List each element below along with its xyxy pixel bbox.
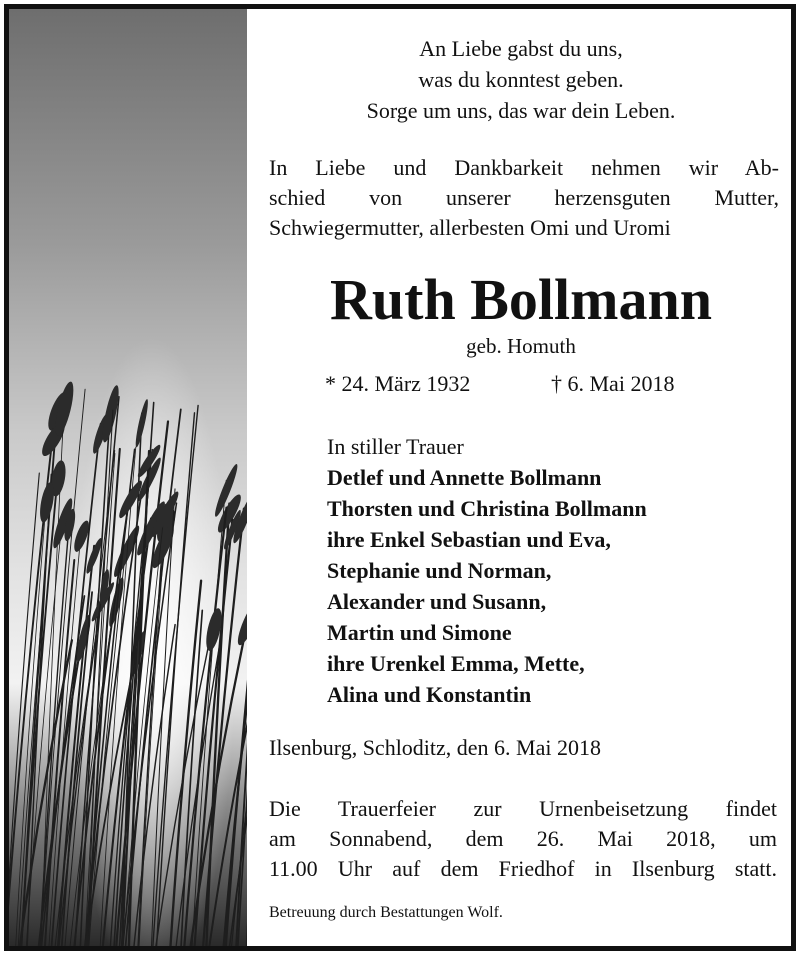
poem [261,33,781,126]
intro-line: Schwiegermutter, allerbesten Omi und Uromi [269,215,671,240]
mourner: ihre Urenkel Emma, Mette, [327,651,585,676]
intro-text [269,153,779,243]
mourners-list [327,431,777,710]
mourner: Thorsten und Christina Bollmann [327,496,647,521]
mourner: Stephanie und Norman, [327,558,552,583]
intro-line: In Liebe und Dankbarkeit nehmen wir Ab- [269,155,779,180]
poem-line: was du konntest geben. [418,67,624,92]
reeds-photo [9,9,247,946]
mourner: Martin und Simone [327,620,512,645]
reeds-image [9,9,247,946]
service-line: Die Trauerfeier zur Urnenbeisetzung findet [269,796,777,821]
service-line: am Sonnabend, dem 26. Mai 2018, um [269,826,777,851]
deceased-name: Ruth Bollmann [330,267,712,332]
obituary-content [261,9,781,946]
mourner: Alexander und Susann, [327,589,547,614]
service-line: 11.00 Uhr auf dem Friedhof in Ilsenburg statt. [269,856,777,881]
birth-date: * 24. März 1932 [325,371,471,396]
death-date: † 6. Mai 2018 [551,371,675,396]
mourners-lead: In stiller Trauer [327,434,464,459]
maiden-name: geb. Homuth [466,334,576,358]
mourner: Alina und Konstantin [327,682,532,707]
mourner: ihre Enkel Sebastian und Eva, [327,527,611,552]
mourner: Detlef und Annette Bollmann [327,465,602,490]
place-date: Ilsenburg, Schloditz, den 6. Mai 2018 [269,735,601,760]
poem-line: Sorge um uns, das war dein Leben. [366,98,676,123]
poem-line: An Liebe gabst du uns, [419,36,623,61]
intro-line: schied von unserer herzensguten Mutter, [269,185,779,210]
undertaker-note: Betreuung durch Bestattungen Wolf. [269,904,503,921]
service-info [269,794,777,884]
obituary-frame [4,4,796,951]
